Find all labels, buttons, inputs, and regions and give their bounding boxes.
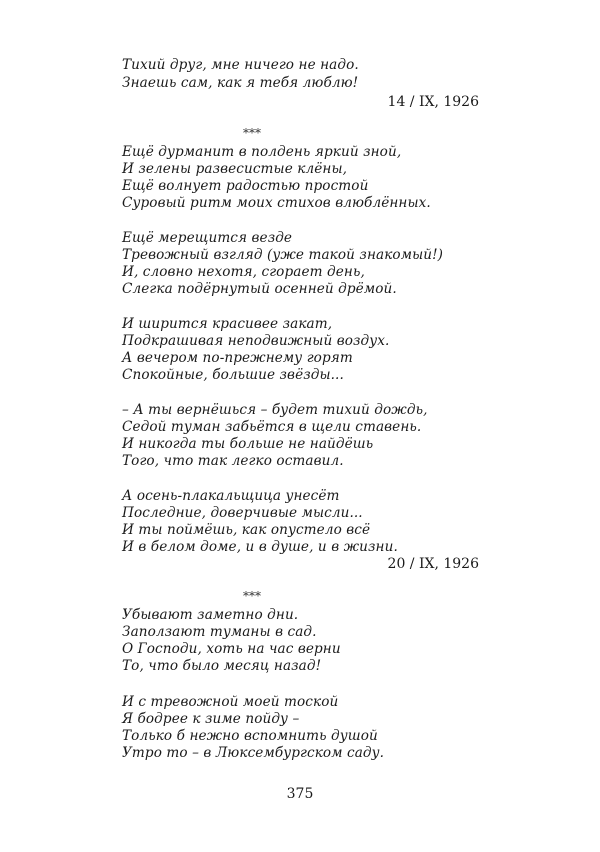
poem-line: Седой туман забьётся в щели ставень. bbox=[122, 419, 422, 435]
poem-line: Слегка подёрнутый осенней дрёмой. bbox=[122, 281, 397, 297]
poem-line: Тихий друг, мне ничего не надо. bbox=[122, 57, 359, 73]
page-number: 375 bbox=[286, 786, 314, 802]
poem-line: То, что было месяц назад! bbox=[122, 658, 322, 674]
poem-line: А осень-плакальщица унесёт bbox=[122, 488, 340, 504]
poem-line: Я бодрее к зиме пойду – bbox=[122, 711, 300, 727]
poem-line: Спокойные, большие звёзды... bbox=[122, 367, 344, 383]
poem-line: Последние, доверчивые мысли... bbox=[122, 505, 363, 521]
poem-line: О Господи, хоть на час верни bbox=[122, 641, 341, 657]
poem-date: 14 / IX, 1926 bbox=[387, 94, 479, 110]
poem-line: Суровый ритм моих стихов влюблённых. bbox=[122, 195, 431, 211]
poem-line: И ширится красивее закат, bbox=[122, 316, 333, 332]
poem-line: Ещё дурманит в полдень яркий зной, bbox=[122, 144, 402, 160]
poem-line: Знаешь сам, как я тебя люблю! bbox=[122, 75, 359, 91]
poem-line: И ты поймёшь, как опустело всё bbox=[122, 522, 371, 538]
poem-line: Тревожный взгляд (уже такой знакомый!) bbox=[122, 247, 444, 263]
section-separator: *** bbox=[243, 126, 261, 140]
poem-line: Убывают заметно дни. bbox=[122, 607, 299, 623]
poem-line: Того, что так легко оставил. bbox=[122, 453, 344, 469]
section-separator: *** bbox=[243, 589, 261, 603]
poem-line: Ещё волнует радостью простой bbox=[122, 178, 369, 194]
poem-line: Подкрашивая неподвижный воздух. bbox=[122, 333, 390, 349]
poem-line: Заползают туманы в сад. bbox=[122, 624, 317, 640]
poem-line: Утро то – в Люксембургском саду. bbox=[122, 745, 385, 761]
poem-line: А вечером по-прежнему горят bbox=[122, 350, 353, 366]
poem-line: И, словно нехотя, сгорает день, bbox=[122, 264, 365, 280]
poem-line: И с тревожной моей тоской bbox=[122, 694, 339, 710]
poem-line: Ещё мерещится везде bbox=[122, 230, 293, 246]
poem-line: И в белом доме, и в душе, и в жизни. bbox=[122, 539, 398, 555]
poem-line: Только б нежно вспомнить душой bbox=[122, 728, 378, 744]
poem-line: – А ты вернёшься – будет тихий дождь, bbox=[122, 402, 428, 418]
poem-date: 20 / IX, 1926 bbox=[387, 556, 479, 572]
poem-line: И никогда ты больше не найдёшь bbox=[122, 436, 374, 452]
poem-line: И зелены развесистые клёны, bbox=[122, 161, 348, 177]
